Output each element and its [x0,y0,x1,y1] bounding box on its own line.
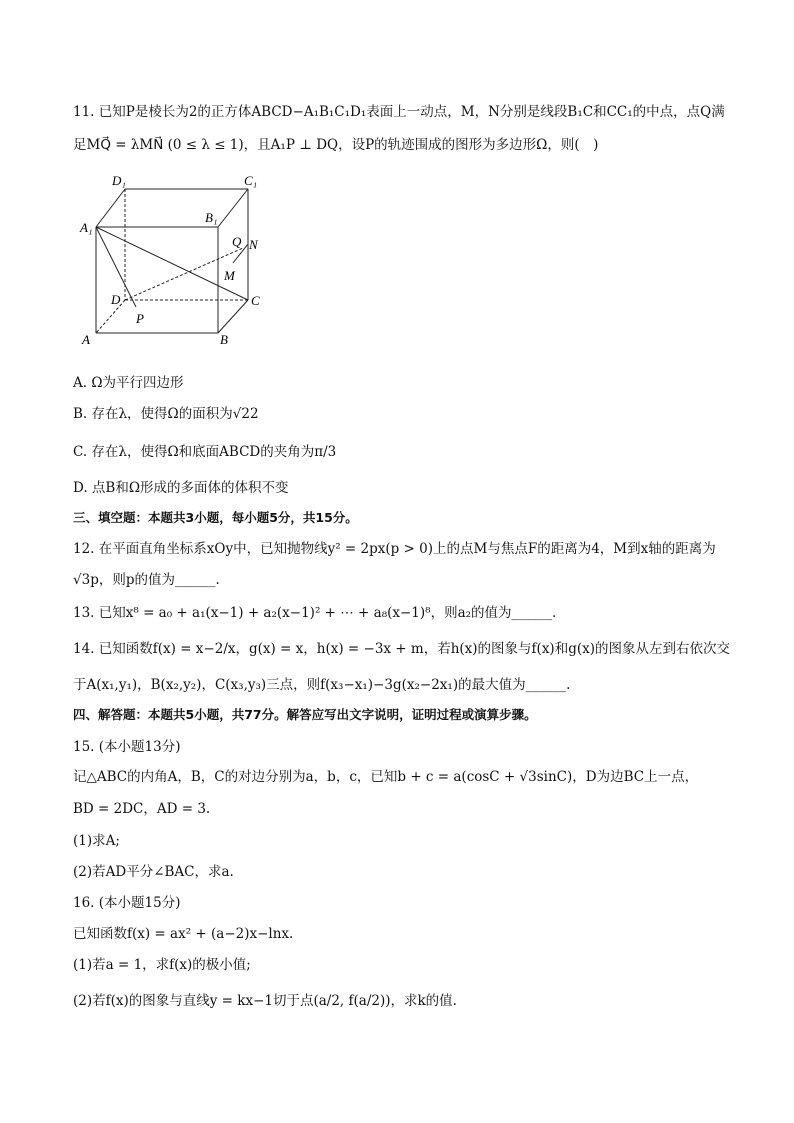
section-fill-in-heading: 三、填空题：本题共3小题，每小题5分，共15分。 [73,510,358,525]
label-B1: B₁ [205,210,218,225]
q13-line: 13. 已知x⁸ = a₀ + a₁(x−1) + a₂(x−1)² + ⋯ + a₈(x−1)⁸，则a₂的值为______. [73,605,557,621]
q11-option-b: B. 存在λ，使得Ω的面积为√22 [73,406,259,422]
q11-stem-line1: 11. 已知P是棱长为2的正方体ABCD−A₁B₁C₁D₁表面上一动点，M，N分别是线段B₁C和CC₁的中点，点Q满 [73,104,725,120]
label-D1: D₁ [112,173,126,188]
q15-head: 15. (本小题13分) [73,739,181,755]
q11-stem-line2: 足MQ⃗ = λMN⃗ (0 ≤ λ ≤ 1)，且A₁P ⊥ DQ，设P的轨迹围成的图形为多边形Ω，则( ) [73,137,599,153]
label-N: N [249,237,258,252]
label-C1: C₁ [244,173,258,188]
q11-option-d: D. 点B和Ω形成的多面体的体积不变 [73,480,289,496]
q11-option-a: A. Ω为平行四边形 [73,375,184,391]
label-P: P [136,311,144,326]
label-M: M [224,268,235,283]
q16-line1: 已知函数f(x) = ax² + (a−2)x−lnx. [73,926,294,942]
q16-part2: (2)若f(x)的图象与直线y = kx−1切于点(a/2, f(a/2))，求k的值. [73,993,457,1009]
q16-head: 16. (本小题15分) [73,895,181,911]
q15-part1: (1)求A; [73,833,120,849]
q14-line2: 于A(x₁,y₁)，B(x₂,y₂)，C(x₃,y₃)三点，则f(x₃−x₁)−3g(x₂−2x₁)的最大值为______. [73,677,571,693]
q12-line1: 12. 在平面直角坐标系xOy中，已知抛物线y² = 2px(p > 0)上的点M与焦点F的距离为4，M到x轴的距离为 [73,541,716,557]
label-A1: A₁ [80,220,93,235]
q16-part1: (1)若a = 1，求f(x)的极小值; [73,957,251,973]
label-C: C [251,293,260,308]
q15-line1: 记△ABC的内角A，B，C的对边分别为a，b，c，已知b + c = a(cosC + √3sinC)，D为边BC上一点， [73,769,699,785]
section-solution-heading: 四、解答题：本题共5小题，共77分。解答应写出文字说明，证明过程或演算步骤。 [73,707,537,722]
cube-figure [78,172,268,352]
q14-line1: 14. 已知函数f(x) = x−2/x，g(x) = x，h(x) = −3x + m，若h(x)的图象与f(x)和g(x)的图象从左到右依次交 [73,641,730,657]
label-Q: Q [232,234,242,249]
label-D: D [111,292,121,307]
q15-part2: (2)若AD平分∠BAC，求a. [73,864,234,880]
q15-line2: BD = 2DC，AD = 3. [73,801,211,817]
label-A: A [82,332,90,347]
q12-line2: √3p，则p的值为______. [73,572,220,588]
q11-option-c: C. 存在λ，使得Ω和底面ABCD的夹角为π/3 [73,444,337,460]
label-B: B [220,332,228,347]
